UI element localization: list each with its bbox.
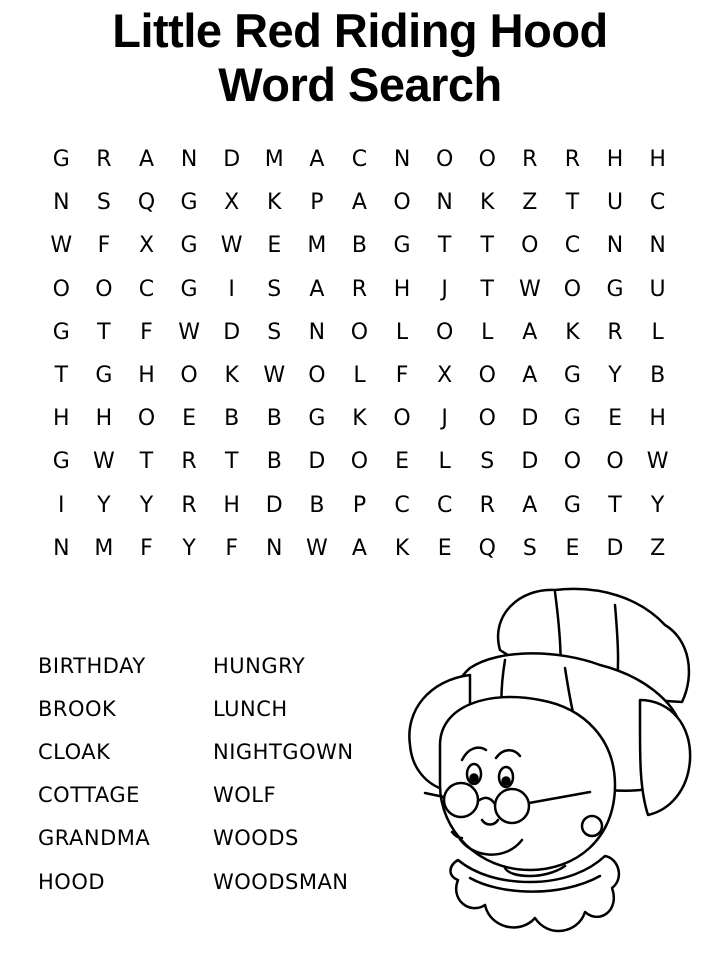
grid-letter[interactable]: U <box>649 276 666 302</box>
grid-letter[interactable]: H <box>223 492 240 518</box>
grid-letter[interactable]: Y <box>608 363 622 389</box>
grid-letter[interactable]: H <box>53 406 70 432</box>
grid-letter[interactable]: C <box>138 276 155 302</box>
grid-letter[interactable]: N <box>266 535 283 561</box>
grid-letter[interactable]: O <box>180 363 198 389</box>
grid-letter[interactable]: D <box>223 319 241 345</box>
grid-letter[interactable]: N <box>53 190 70 216</box>
grid-letter[interactable]: X <box>437 363 453 389</box>
grid-letter[interactable]: D <box>521 449 539 475</box>
grid-letter[interactable]: R <box>351 276 368 302</box>
grid-letter[interactable]: F <box>140 319 153 345</box>
word-list-item: WOODSMAN <box>213 869 349 894</box>
grid-letter[interactable]: G <box>308 406 326 432</box>
grid-letter[interactable]: P <box>310 190 324 216</box>
grid-letter[interactable]: B <box>650 363 666 389</box>
grid-letter[interactable]: T <box>608 492 622 518</box>
grid-letter[interactable]: R <box>181 449 197 475</box>
grid-letter[interactable]: R <box>96 147 112 173</box>
grid-letter[interactable]: C <box>649 190 666 216</box>
grid-letter[interactable]: O <box>478 406 496 432</box>
grid-letter[interactable]: G <box>180 276 198 302</box>
grid-letter[interactable]: J <box>441 406 448 432</box>
grid-letter[interactable]: I <box>228 276 235 302</box>
puzzle-title <box>0 4 720 112</box>
grid-letter[interactable]: G <box>180 190 198 216</box>
grid-letter[interactable]: G <box>180 233 198 259</box>
grid-letter[interactable]: S <box>96 190 111 216</box>
grid-letter[interactable]: G <box>393 233 411 259</box>
grid-letter[interactable]: M <box>307 233 327 259</box>
grid-letter[interactable]: F <box>225 535 238 561</box>
grid-letter[interactable]: T <box>480 233 494 259</box>
grid-letter[interactable]: E <box>608 406 622 432</box>
grid-letter[interactable]: R <box>479 492 495 518</box>
grid-letter[interactable]: G <box>563 363 581 389</box>
earring <box>582 816 602 836</box>
grid-letter[interactable]: Y <box>650 492 665 518</box>
grid-letter[interactable]: W <box>646 449 669 475</box>
grid-letter[interactable]: L <box>353 363 366 389</box>
grid-letter[interactable]: F <box>97 233 111 259</box>
grid-letter[interactable]: A <box>351 190 367 216</box>
grid-letter[interactable]: W <box>93 449 115 475</box>
grid-letter[interactable]: G <box>95 363 113 389</box>
grid-letter[interactable]: C <box>436 492 453 518</box>
grid-letter[interactable]: B <box>224 406 240 432</box>
grid-letter[interactable]: N <box>649 233 666 259</box>
grid-letter[interactable]: A <box>309 276 325 302</box>
grid-letter[interactable]: T <box>139 449 154 475</box>
grid-letter[interactable]: T <box>224 449 239 475</box>
word-list <box>38 644 393 903</box>
word-list-item: BIRTHDAY <box>38 653 146 678</box>
grid-letter[interactable]: T <box>97 319 111 345</box>
letter-grid <box>40 138 679 570</box>
grid-letter[interactable]: D <box>265 492 283 518</box>
grid-letter[interactable]: O <box>563 276 582 302</box>
grid-letter[interactable]: K <box>224 363 239 389</box>
word-list-item: HOOD <box>38 869 106 894</box>
grid-letter[interactable]: G <box>563 492 581 518</box>
grid-letter[interactable]: G <box>52 147 70 173</box>
grid-letter[interactable]: R <box>564 147 581 173</box>
grid-letter[interactable]: B <box>309 492 325 518</box>
grid-letter[interactable]: N <box>53 535 70 561</box>
grid-letter[interactable]: F <box>140 535 153 561</box>
grid-letter[interactable]: E <box>267 233 282 259</box>
grid-letter[interactable]: W <box>263 363 286 389</box>
grid-letter[interactable]: Y <box>139 492 154 518</box>
grid-letter[interactable]: B <box>266 449 282 475</box>
grid-letter[interactable]: F <box>395 363 409 389</box>
grid-letter[interactable]: W <box>518 276 541 302</box>
grid-letter[interactable]: X <box>138 233 155 259</box>
grid-letter[interactable]: B <box>351 233 367 259</box>
word-list-item: GRANDMA <box>38 826 151 851</box>
grid-letter[interactable]: H <box>138 363 155 389</box>
grid-letter[interactable]: N <box>180 147 198 173</box>
grid-letter[interactable]: Y <box>182 535 196 561</box>
grid-letter[interactable]: R <box>522 147 538 173</box>
grid-letter[interactable]: G <box>563 406 581 432</box>
grid-letter[interactable]: N <box>393 147 411 173</box>
pupil-right <box>503 778 510 785</box>
grid-letter[interactable]: O <box>435 147 454 173</box>
grid-letter[interactable]: G <box>52 449 70 475</box>
grid-letter[interactable]: S <box>522 535 537 561</box>
grid-letter[interactable]: Q <box>478 535 496 561</box>
title-line-2: Word Search <box>218 58 502 111</box>
grid-letter[interactable]: J <box>441 276 448 302</box>
grid-letter[interactable]: I <box>58 492 65 518</box>
word-list-item: CLOAK <box>38 739 111 764</box>
grid-letter[interactable]: O <box>137 406 156 432</box>
grid-letter[interactable]: L <box>481 319 494 345</box>
grid-letter[interactable]: T <box>565 190 580 216</box>
grid-letter[interactable]: D <box>308 449 326 475</box>
grid-letter[interactable]: W <box>220 233 243 259</box>
grid-letter[interactable]: G <box>606 276 624 302</box>
grid-letter[interactable]: X <box>224 190 240 216</box>
grid-letter[interactable]: D <box>521 406 539 432</box>
grid-letter[interactable]: W <box>178 319 200 345</box>
grid-letter[interactable]: M <box>264 147 284 173</box>
grid-letter[interactable]: N <box>308 319 326 345</box>
grid-letter[interactable]: T <box>480 276 494 302</box>
grid-letter[interactable]: O <box>308 363 326 389</box>
grid-letter[interactable]: S <box>480 449 495 475</box>
grid-letter[interactable]: O <box>521 233 539 259</box>
grid-letter[interactable]: R <box>607 319 623 345</box>
title-line-1: Little Red Riding Hood <box>112 4 608 57</box>
grid-letter[interactable]: K <box>352 406 367 432</box>
grid-letter[interactable]: W <box>50 233 73 259</box>
grid-letter[interactable]: O <box>393 190 411 216</box>
grid-letter[interactable]: C <box>394 492 410 518</box>
word-list-item: WOLF <box>213 783 277 808</box>
grid-letter[interactable]: N <box>436 190 453 216</box>
grid-letter[interactable]: E <box>182 406 197 432</box>
grid-letter[interactable]: E <box>395 449 409 475</box>
grid-letter[interactable]: H <box>95 406 113 432</box>
grid-letter[interactable]: H <box>649 147 666 173</box>
grid-letter[interactable]: O <box>478 363 496 389</box>
word-list-item: LUNCH <box>213 696 288 721</box>
grid-letter[interactable]: L <box>395 319 409 345</box>
grid-letter[interactable]: W <box>305 535 328 561</box>
grid-letter[interactable]: U <box>606 190 624 216</box>
grid-letter[interactable]: A <box>138 147 155 173</box>
grandma-illustration <box>398 585 698 950</box>
grid-letter[interactable]: O <box>393 406 411 432</box>
grid-letter[interactable]: O <box>563 449 582 475</box>
grid-letter[interactable]: B <box>266 406 282 432</box>
grid-letter[interactable]: E <box>565 535 580 561</box>
word-list-item: WOODS <box>213 826 299 851</box>
grid-letter[interactable]: M <box>94 535 114 561</box>
grid-letter[interactable]: K <box>267 190 282 216</box>
grid-letter[interactable]: A <box>522 492 538 518</box>
grid-letter[interactable]: A <box>522 363 538 389</box>
grid-letter[interactable]: T <box>54 363 69 389</box>
grid-letter[interactable]: Z <box>650 535 666 561</box>
grid-letter[interactable]: O <box>435 319 454 345</box>
word-list-item: NIGHTGOWN <box>213 739 354 764</box>
word-list-item: COTTAGE <box>38 783 140 808</box>
grid-letter[interactable]: R <box>181 492 197 518</box>
grid-letter[interactable]: H <box>393 276 411 302</box>
word-list-item: BROOK <box>38 696 117 721</box>
pupil-left <box>471 775 478 782</box>
word-list-item: HUNGRY <box>213 653 306 678</box>
grid-letter[interactable]: A <box>309 147 325 173</box>
grid-letter[interactable]: G <box>52 319 70 345</box>
grid-letter[interactable]: K <box>565 319 580 345</box>
grid-letter[interactable]: O <box>478 147 496 173</box>
grid-letter[interactable]: P <box>352 492 367 518</box>
grid-letter[interactable]: O <box>95 276 113 302</box>
grid-letter[interactable]: S <box>267 276 282 302</box>
grid-letter[interactable]: L <box>438 449 451 475</box>
grid-letter[interactable]: E <box>437 535 452 561</box>
grid-letter[interactable]: O <box>350 449 369 475</box>
grid-letter[interactable]: K <box>394 535 410 561</box>
grid-letter[interactable]: A <box>522 319 538 345</box>
grid-letter[interactable]: D <box>606 535 624 561</box>
grid-letter[interactable]: H <box>606 147 624 173</box>
grid-letter[interactable]: S <box>267 319 282 345</box>
grid-letter[interactable]: N <box>606 233 624 259</box>
grid-letter[interactable]: K <box>480 190 495 216</box>
grid-letter[interactable]: O <box>52 276 70 302</box>
grid-letter[interactable]: C <box>564 233 581 259</box>
grid-letter[interactable]: D <box>223 147 241 173</box>
grid-letter[interactable]: T <box>437 233 452 259</box>
grid-letter[interactable]: C <box>351 147 368 173</box>
grid-letter[interactable]: Z <box>522 190 538 216</box>
grid-letter[interactable]: H <box>649 406 666 432</box>
grid-letter[interactable]: A <box>351 535 367 561</box>
grid-letter[interactable]: O <box>606 449 624 475</box>
grid-letter[interactable]: O <box>350 319 369 345</box>
grid-letter[interactable]: L <box>651 319 664 345</box>
grid-letter[interactable]: Y <box>97 492 111 518</box>
grid-letter[interactable]: Q <box>137 190 156 216</box>
hair-puff-right <box>640 700 690 815</box>
